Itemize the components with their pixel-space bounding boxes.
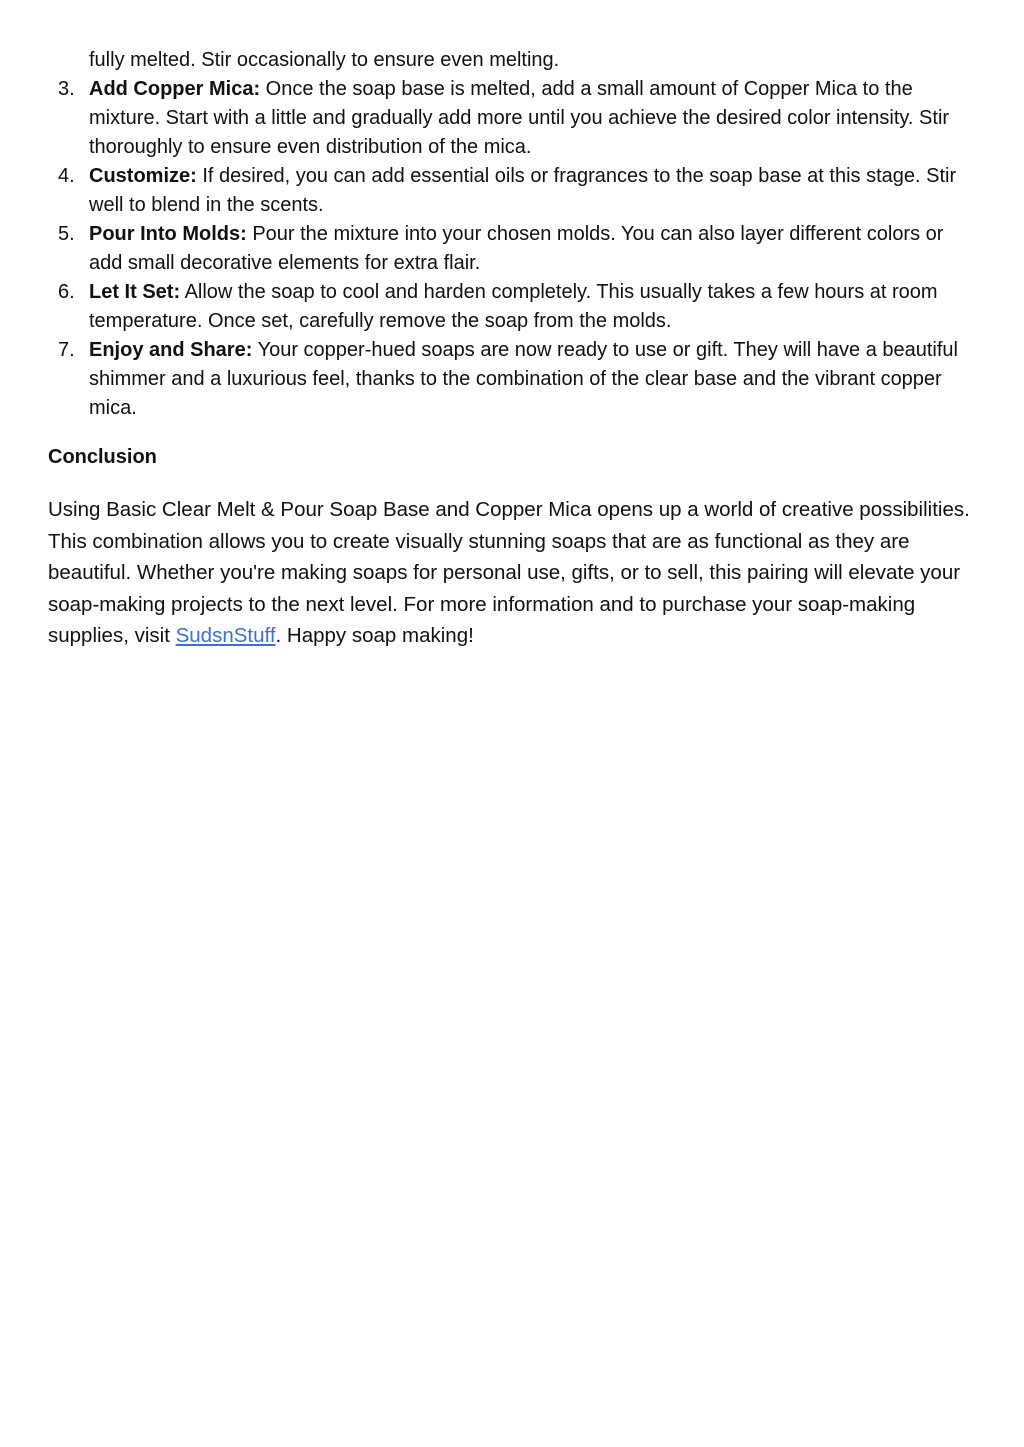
conclusion-text-end: . Happy soap making! (275, 624, 474, 647)
step-number: 4. (58, 165, 75, 187)
list-item-step-6 (48, 278, 978, 336)
step-title: Add Copper Mica: (89, 78, 261, 100)
step-text: If desired, you can add essential oils or fragrances to the soap base at this stage. Stir well to blend in the scents. (89, 165, 957, 216)
step-title: Let It Set: (89, 281, 181, 303)
step-text: Pour the mixture into your chosen molds. You can also layer different colors or add small decorative elements for extra flair. (89, 223, 944, 274)
step-number: 3. (58, 78, 75, 100)
list-item-step-3 (48, 75, 978, 162)
list-item-step-7 (48, 336, 978, 423)
document-page (48, 46, 978, 652)
step-text: Your copper-hued soaps are now ready to use or gift. They will have a beautiful shimmer and a luxurious feel, thanks to the combination of the clear base and the vibrant copper mica. (89, 339, 958, 419)
step-title: Customize: (89, 165, 197, 187)
sudsnstuff-link[interactable]: SudsnStuff (175, 624, 276, 647)
conclusion-paragraph (48, 494, 978, 652)
list-item-step-4 (48, 162, 978, 220)
step-number: 6. (58, 281, 75, 303)
step-number: 5. (58, 223, 75, 245)
step-title: Pour Into Molds: (89, 223, 247, 245)
conclusion-heading: Conclusion (48, 446, 157, 468)
instruction-steps-list (48, 75, 978, 423)
step-2-continuation: fully melted. Stir occasionally to ensure even melting. (89, 49, 560, 71)
step-number: 7. (58, 339, 75, 361)
list-item-step-5 (48, 220, 978, 278)
step-title: Enjoy and Share: (89, 339, 253, 361)
conclusion-text: Using Basic Clear Melt & Pour Soap Base and Copper Mica opens up a world of creative possibilities. This combination allows you to create visually stunning soaps that are as functional as they are beautiful. Whether you're making soaps for personal use, gifts, or to sell, this pairing will elevate your soap-making projects to the next level. For more information and to purchase your soap-making supplies, visit (48, 498, 970, 647)
step-text: Once the soap base is melted, add a small amount of Copper Mica to the mixture. Start with a little and gradually add more until you achieve the desired color intensity. Stir thoroughly to ensure even distribution of the mica. (89, 78, 950, 158)
step-text: Allow the soap to cool and harden completely. This usually takes a few hours at room temperature. Once set, carefully remove the soap from the molds. (89, 281, 938, 332)
